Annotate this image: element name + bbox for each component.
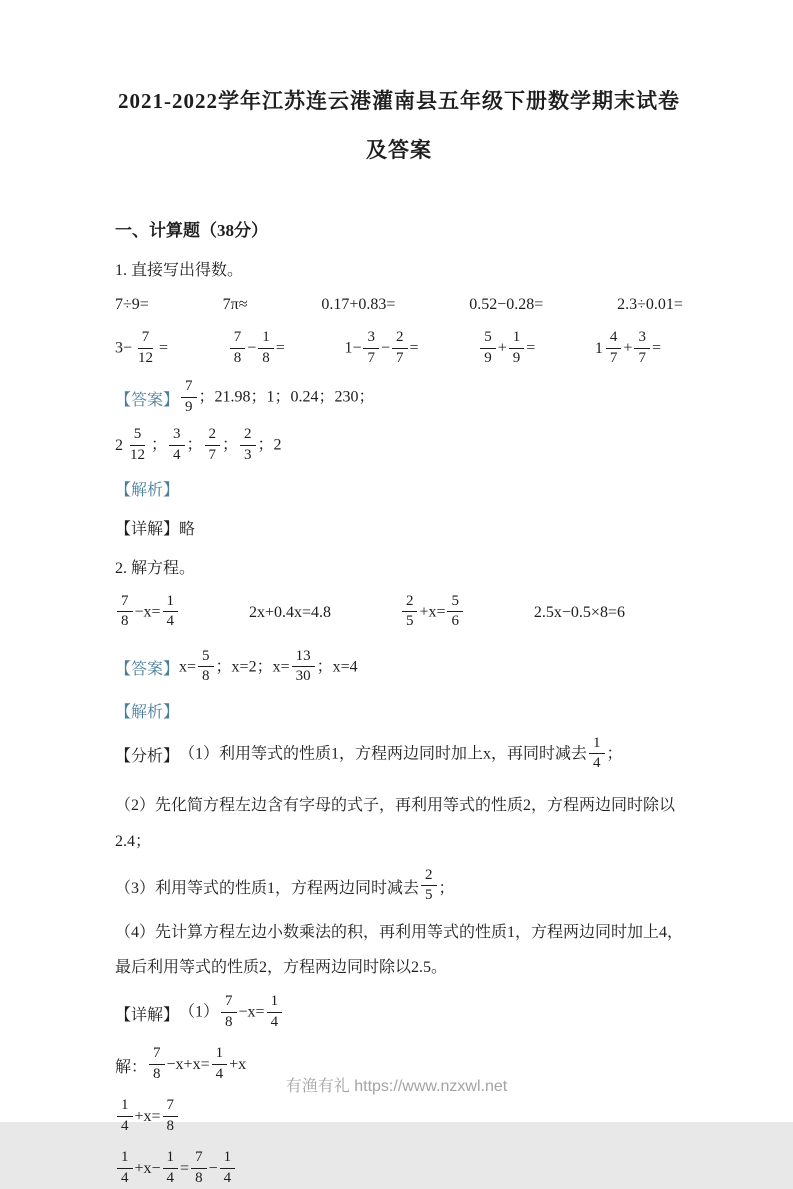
q1-answer-line-1 — [115, 378, 683, 418]
q2-breakdown-line-4: （4）先计算方程左边小数乘法的积，再利用等式的性质1，方程两边同时加上4，最后利用等式的性质2，方程两边同时除以2.5。 — [115, 923, 684, 976]
q2-equation-row — [115, 590, 683, 636]
q2-equation-2: 2x+0.4x=4.8 — [248, 603, 332, 621]
q2-solve-step-1: 解： $\frac{7}{8}$ −x+x= $\frac{1}{4}$ +x — [115, 1045, 247, 1082]
q1-expression-4: 0.52−0.28= — [469, 296, 544, 314]
q1-expression-5: 2.3÷0.01= — [617, 296, 683, 314]
question-2-prompt: 2. 解方程。 — [115, 559, 196, 577]
document-title — [115, 90, 683, 162]
q1-analysis-label: 【解析】 — [115, 482, 180, 500]
q1-answer-values-2: 2 $\frac{5}{12}$ ； $\frac{3}{4}$ ； $\frac{2}{7}$ ； $\frac{2}{3}$ ；2 — [115, 426, 282, 463]
q1-expression-3: 0.17+0.83= — [321, 296, 396, 314]
q2-detail-equation: （1） $\frac{7}{8}$ −x= $\frac{1}{4}$ — [179, 994, 284, 1032]
q2-breakdown-line-1 — [115, 734, 683, 774]
answer-label: 【答案】 — [115, 661, 180, 679]
q1-detail-line — [115, 517, 683, 543]
q1-answer-values-1: $\frac{7}{9}$ ；21.98；1；0.24；230； — [179, 379, 375, 417]
q1-expression-7: $\frac{7}{8}$ − $\frac{1}{8}$ = — [228, 330, 285, 368]
q2-solve-step-3: $\frac{1}{4}$ +x− $\frac{1}{4}$ = $\frac{7}{8}$ − $\frac{1}{4}$ — [115, 1149, 683, 1189]
answer-label: 【答案】 — [115, 391, 180, 409]
q2-equation-4: 2.5x−0.5×8=6 — [533, 603, 625, 621]
title-line-2: 及答案 — [366, 138, 432, 163]
watermark-footer: 有渔有礼 https://www.nzxwl.net — [285, 1078, 508, 1095]
q1-expression-6: 3− $\frac{7}{12}$ = — [115, 329, 169, 366]
q1-equation-row-1 — [115, 296, 683, 314]
question-1-prompt: 1. 直接写出得数。 — [115, 262, 244, 280]
q1-equation-row-2 — [115, 328, 683, 370]
q1-expression-1: 7÷9= — [115, 296, 149, 314]
q1-detail-text: 略 — [179, 520, 196, 538]
q2-equation-1: $\frac{7}{8}$ −x= $\frac{1}{4}$ — [115, 594, 180, 632]
q2-answer-values: x= $\frac{5}{8}$ ；x=2；x= $\frac{13}{30}$ ；x=4 — [179, 648, 358, 685]
q2-answer-line — [115, 648, 683, 688]
section-1-heading: 一、计算题（38分） — [115, 221, 268, 241]
q1-expression-9: $\frac{5}{9}$ + $\frac{1}{9}$ = — [478, 330, 535, 368]
q2-breakdown-line-3: （3）利用等式的性质1，方程两边同时减去 $\frac{2}{5}$ ； — [115, 866, 455, 904]
title-line-1: 2021-2022学年江苏连云港灌南县五年级下册数学期末试卷 — [118, 89, 680, 113]
q2-breakdown-text-1: （1）利用等式的性质1，方程两边同时加上x，再同时减去 $\frac{1}{4}$ ； — [179, 734, 623, 771]
q1-expression-10: 1 $\frac{4}{7}$ + $\frac{3}{7}$ = — [594, 329, 661, 366]
q1-expression-2: 7π≈ — [222, 296, 248, 314]
detail-label: 【详解】 — [115, 1006, 180, 1024]
breakdown-label: 【分析】 — [115, 747, 180, 765]
q2-detail-line — [115, 993, 683, 1033]
q2-breakdown-line-2: （2）先化简方程左边含有字母的式子，再利用等式的性质2，方程两边同时除以2.4； — [115, 797, 676, 850]
q2-solve-step-2: $\frac{1}{4}$ +x= $\frac{7}{8}$ — [115, 1097, 683, 1137]
q2-equation-3: $\frac{2}{5}$ +x= $\frac{5}{6}$ — [400, 594, 465, 632]
q1-expression-8: 1− $\frac{3}{7}$ − $\frac{2}{7}$ = — [344, 329, 419, 366]
q1-answer-line-2 — [115, 426, 683, 466]
q2-analysis-label: 【解析】 — [115, 703, 180, 721]
detail-label: 【详解】 — [115, 520, 180, 538]
